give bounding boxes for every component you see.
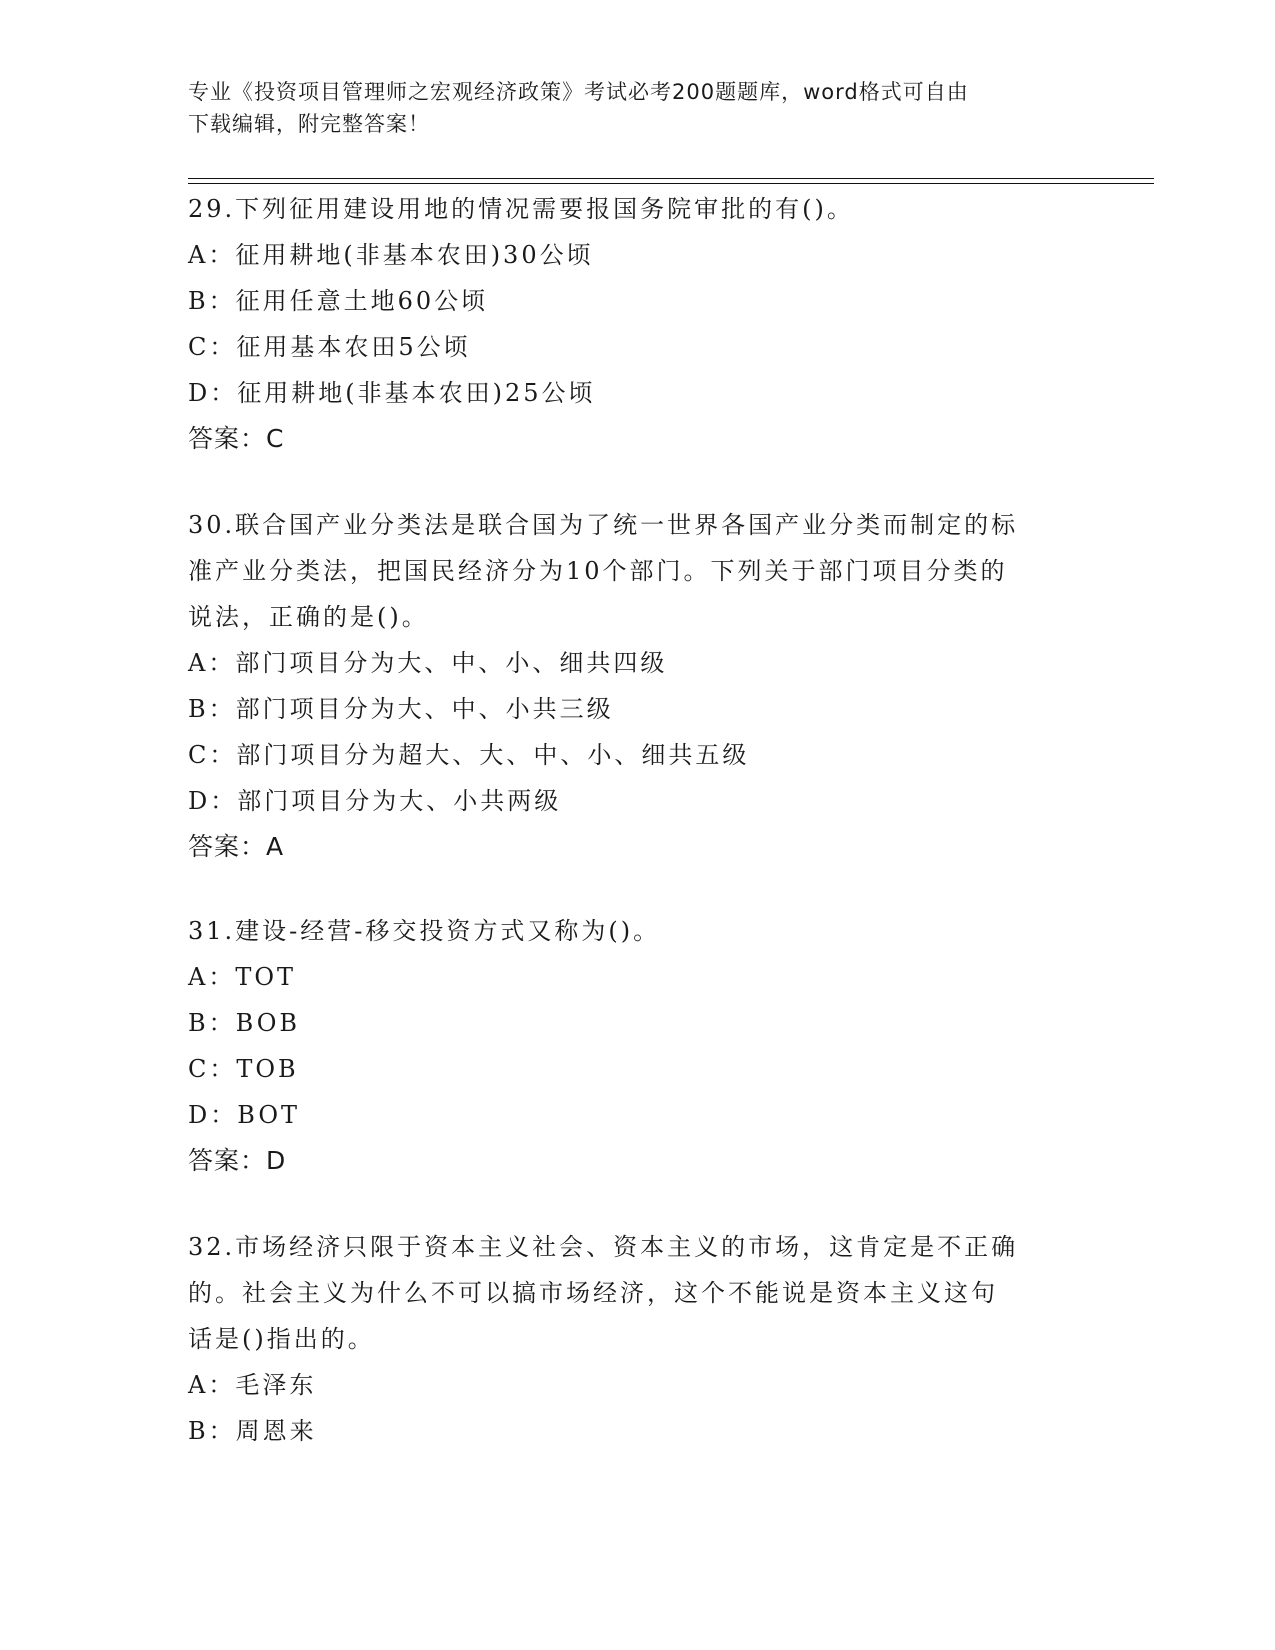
question-stem-line-2: 准产业分类法，把国民经济分为10个部门。下列关于部门项目分类的	[188, 557, 1008, 585]
answer-label: 答案：A	[188, 832, 285, 861]
header-line-1: 专业《投资项目管理师之宏观经济政策》考试必考200题题库，word格式可自由	[188, 80, 969, 104]
question-stem: 31.建设-经营-移交投资方式又称为()。	[188, 917, 661, 945]
question-stem: 29.下列征用建设用地的情况需要报国务院审批的有()。	[188, 195, 854, 223]
question-30	[188, 502, 1088, 870]
option-a: A：TOT	[188, 963, 297, 991]
question-31	[188, 908, 1088, 1184]
option-d: D：征用耕地(非基本农田)25公顷	[188, 379, 596, 407]
option-d: D：部门项目分为大、小共两级	[188, 787, 562, 815]
header-line-2: 下载编辑，附完整答案！	[188, 112, 430, 136]
question-32	[188, 1224, 1088, 1454]
option-b: B：部门项目分为大、中、小共三级	[188, 695, 614, 723]
option-b: B：周恩来	[188, 1417, 317, 1445]
option-c: C：部门项目分为超大、大、中、小、细共五级	[188, 741, 750, 769]
option-b: B：征用任意土地60公顷	[188, 287, 489, 315]
option-d: D：BOT	[188, 1101, 301, 1129]
answer-label: 答案：D	[188, 1146, 287, 1175]
question-29	[188, 186, 1088, 462]
question-stem-line-1: 32.市场经济只限于资本主义社会、资本主义的市场，这肯定是不正确	[188, 1233, 1019, 1261]
option-a: A：部门项目分为大、中、小、细共四级	[188, 649, 668, 677]
header-divider-top	[188, 178, 1154, 179]
answer-label: 答案：C	[188, 424, 285, 453]
document-header	[188, 76, 1088, 140]
option-c: C：TOB	[188, 1055, 299, 1083]
question-stem-line-2: 的。社会主义为什么不可以搞市场经济，这个不能说是资本主义这句	[188, 1279, 998, 1307]
header-divider-bottom	[188, 183, 1154, 184]
option-a: A：征用耕地(非基本农田)30公顷	[188, 241, 594, 269]
option-b: B：BOB	[188, 1009, 301, 1037]
option-a: A：毛泽东	[188, 1371, 317, 1399]
question-stem-line-3: 说法，正确的是()。	[188, 603, 429, 631]
question-stem-line-1: 30.联合国产业分类法是联合国为了统一世界各国产业分类而制定的标	[188, 511, 1019, 539]
option-c: C：征用基本农田5公顷	[188, 333, 471, 361]
question-stem-line-3: 话是()指出的。	[188, 1325, 375, 1353]
